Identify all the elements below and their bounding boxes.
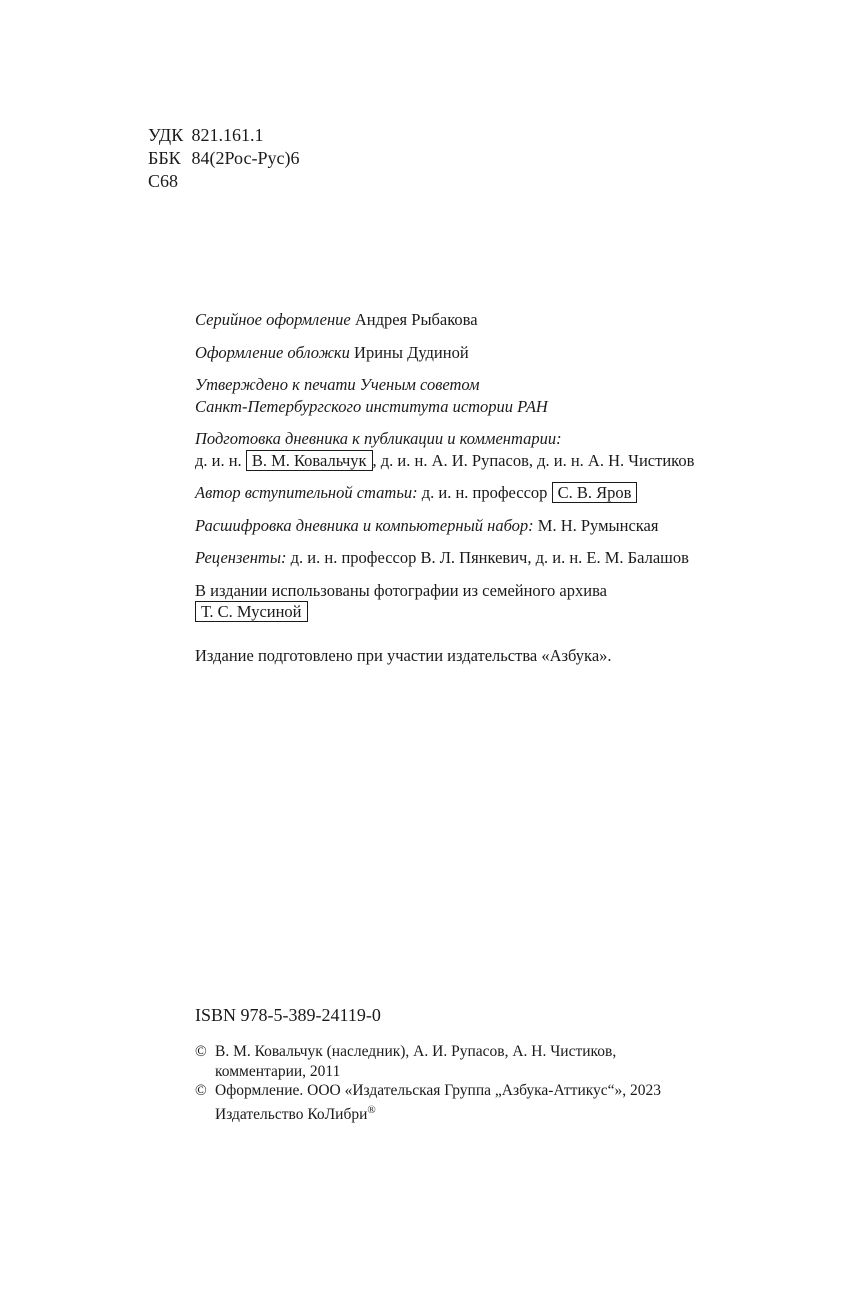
photos-credit: [195, 580, 795, 623]
photos-text: В издании использованы фотографии из семейного архива: [195, 580, 607, 600]
code-label: ББК: [148, 148, 181, 168]
publisher-note: Издание подготовлено при участии издательства «Азбука».: [195, 645, 612, 665]
credit-text: д. и. н. профессор: [421, 483, 548, 502]
approval-line: Санкт-Петербургского института истории РАН: [195, 396, 548, 416]
registered-icon: ®: [367, 1103, 376, 1116]
credit-label: Рецензенты:: [195, 548, 287, 567]
copyright-text: Издательство КоЛибри: [215, 1105, 368, 1123]
udk-code: [148, 124, 299, 147]
classification-codes: [148, 124, 299, 193]
code-value: 84(2Рос-Рус)6: [191, 148, 300, 168]
transcription-credit: [195, 515, 795, 537]
bbk-code: [148, 147, 299, 170]
preparation-names: [195, 450, 795, 472]
credit-label: Серийное оформление: [195, 310, 351, 329]
copyright-icon: ©: [195, 1082, 207, 1099]
cover-design-credit: [195, 342, 795, 364]
copyright-text: В. М. Ковальчук (наследник), А. И. Рупасов, А. Н. Чистиков,: [215, 1043, 617, 1060]
credit-label: Подготовка дневника к публикации и комментарии:: [195, 429, 562, 448]
copyright-entry: [195, 1042, 815, 1081]
author-sign-code: [148, 170, 299, 193]
imprint-block: [195, 1003, 815, 1124]
other-names: , д. и. н. А. И. Рупасов, д. и. н. А. Н. Чистиков: [372, 450, 695, 470]
highlighted-name: С. В. Яров: [552, 482, 638, 503]
intro-author-credit: [195, 482, 795, 504]
series-design-credit: [195, 309, 795, 331]
code-label: УДК: [148, 125, 184, 145]
credit-label: Оформление обложки: [195, 342, 350, 362]
highlighted-name: В. М. Ковальчук: [246, 450, 373, 471]
copyright-icon: ©: [195, 1043, 207, 1060]
degree-prefix: д. и. н.: [195, 450, 242, 470]
credits-block: [195, 309, 795, 677]
reviewers-credit: [195, 547, 795, 569]
credit-name: Ирины Дудиной: [354, 342, 469, 362]
credit-label: Автор вступительной статьи:: [195, 483, 418, 502]
credit-name: М. Н. Румынская: [537, 515, 659, 535]
preparation-credit: [195, 428, 795, 471]
credit-name: д. и. н. профессор В. Л. Пянкевич, д. и. н. Е. М. Балашов: [290, 548, 689, 567]
approval-line: Утверждено к печати Ученым советом: [195, 375, 480, 394]
credit-name: Андрея Рыбакова: [354, 310, 478, 329]
credit-label: Расшифровка дневника и компьютерный набор:: [195, 515, 534, 535]
code-value: 821.161.1: [191, 125, 264, 145]
copyright-entry: [195, 1081, 815, 1124]
approval-note: [195, 374, 795, 417]
highlighted-name: Т. С. Мусиной: [195, 601, 308, 622]
code-label: С68: [148, 171, 179, 191]
isbn: ISBN 978-5-389-24119-0: [195, 1005, 381, 1025]
copyright-text: комментарии, 2011: [215, 1062, 341, 1080]
copyright-text: Оформление. ООО «Издательская Группа „Азбука-Аттикус“», 2023: [215, 1082, 662, 1099]
